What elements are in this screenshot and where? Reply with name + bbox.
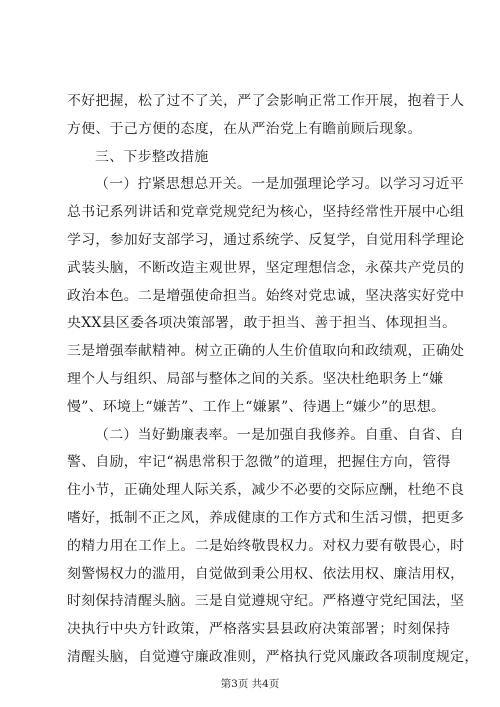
text-line: 刻警惕权力的滥用，自觉做到秉公用权、依法用权、廉洁用权，: [67, 565, 465, 582]
text-line: 理个人与组织、局部与整体之间的关系。坚决杜绝职务上“嫌: [67, 370, 444, 387]
text-line: 住小节，正确处理人际关系，减少不必要的交际应酬，杜绝不良: [67, 482, 465, 499]
text-line: （一）拧紧思想总开关。一是加强理论学习。以学习习近平: [95, 176, 464, 193]
text-line: 的精力用在工作上。二是始终敬畏权力。对权力要有敬畏心，时: [67, 537, 465, 554]
text-line: 时刻保持清醒头脑。三是自觉遵规守纪。严格遵守党纪国法，坚: [67, 593, 465, 610]
page-footer: 第3页 共4页: [220, 678, 280, 690]
text-line: 慢”、环境上“嫌苦”、工作上“嫌累”、待遇上“嫌少”的思想。: [67, 398, 446, 415]
document-body: [67, 88, 479, 672]
text-line: 三是增强奉献精神。树立正确的人生价值取向和政绩观，正确处: [67, 343, 465, 360]
text-line: 清醒头脑，自觉遵守廉政准则，严格执行党风廉政各项制度规定，: [67, 648, 479, 665]
text-line: 政治本色。二是增强使命担当。始终对党忠诚，坚决落实好党中: [67, 287, 465, 304]
text-line: 方便、于己方便的态度，在从严治党上有瞻前顾后现象。: [67, 120, 422, 137]
text-line: 学习，参加好支部学习，通过系统学、反复学，自觉用科学理论: [67, 231, 465, 248]
text-line: 决执行中央方针政策，严格落实县县政府决策部署；时刻保持: [67, 621, 451, 638]
text-line: 三、下步整改措施: [95, 148, 209, 165]
text-line: （二）当好勤廉表率。一是加强自我修养。自重、自省、自: [95, 426, 464, 443]
text-line: 嗜好，抵制不正之风，养成健康的工作方式和生活习惯，把更多: [67, 509, 465, 526]
text-line: 央XX县区委各项决策部署，敢于担当、善于担当、体现担当。: [67, 315, 457, 332]
text-line: 武装头脑，不断改造主观世界，坚定理想信念，永葆共产党员的: [67, 259, 465, 276]
text-line: 总书记系列讲话和党章党规党纪为核心，坚持经常性开展中心组: [67, 204, 465, 221]
text-line: 不好把握，松了过不了关，严了会影响正常工作开展，抱着于人: [67, 93, 465, 109]
text-line: 警、自励，牢记“祸患常积于忽微”的道理，把握住方向，管得: [67, 454, 451, 471]
